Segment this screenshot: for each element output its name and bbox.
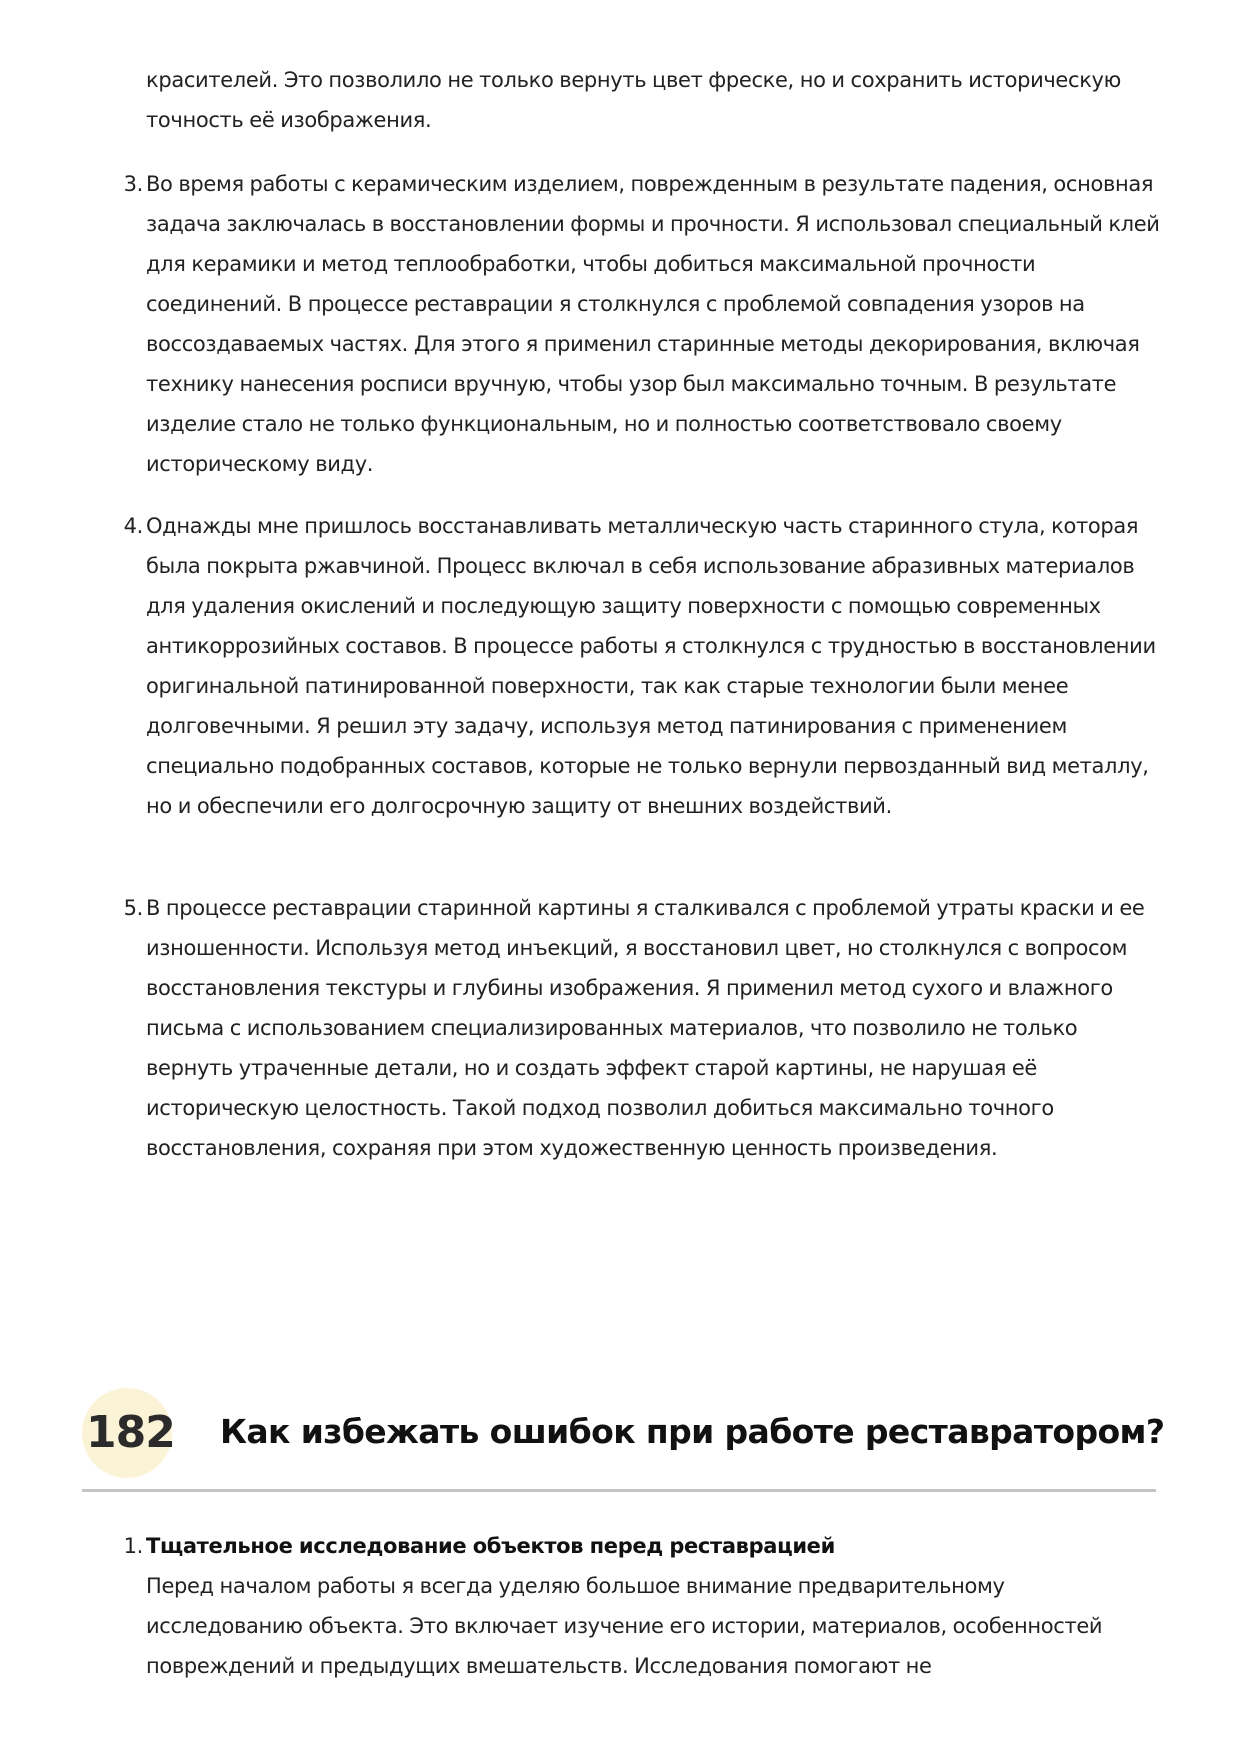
- header-divider: [82, 1489, 1156, 1492]
- continuation-paragraph: [146, 60, 1161, 140]
- section-title: Как избежать ошибок при работе реставратором?: [220, 1412, 1165, 1451]
- section-header: [82, 1388, 1165, 1493]
- list-item: [123, 1526, 1161, 1686]
- section-number: 182: [86, 1407, 175, 1458]
- list-item-text: Перед началом работы я всегда уделяю большое внимание предварительному исследованию объекта. Это включает изучение его истории, материалов, особенностей повреждений и предыдущих вмешательств. Исследования помогают не: [146, 1574, 1103, 1678]
- continuation-text: красителей. Это позволило не только вернуть цвет фреске, но и сохранить историческую точность её изображения.: [146, 68, 1121, 132]
- list-item: [123, 164, 1161, 484]
- list-item-number: 5.: [123, 896, 143, 920]
- list-item-text: Во время работы с керамическим изделием, поврежденным в результате падения, основная задача заключалась в восстановлении формы и прочности. Я использовал специальный клей для керамики и метод теплообработки, чтобы добиться максимальной прочности соединений. В процессе реставрации я столкнулся с проблемой совпадения узоров на воссоздаваемых частях. Для этого я применил старинные методы декорирования, включая технику нанесения росписи вручную, чтобы узор был максимально точным. В результате изделие стало не только функциональным, но и полностью соответствовало своему историческому виду.: [146, 172, 1160, 476]
- list-item-number: 1.: [123, 1534, 143, 1558]
- list-item: [123, 506, 1161, 826]
- list-item-text: В процессе реставрации старинной картины я сталкивался с проблемой утраты краски и ее изношенности. Используя метод инъекций, я восстановил цвет, но столкнулся с вопросом восстановления текстуры и глубины изображения. Я применил метод сухого и влажного письма с использованием специализированных материалов, что позволило не только вернуть утраченные детали, но и создать эффект старой картины, не нарушая её историческую целостность. Такой подход позволил добиться максимально точного восстановления, сохраняя при этом художественную ценность произведения.: [146, 896, 1145, 1160]
- list-item-text: Однажды мне пришлось восстанавливать металлическую часть старинного стула, которая была покрыта ржавчиной. Процесс включал в себя использование абразивных материалов для удаления окислений и последующую защиту поверхности с помощью современных антикоррозийных составов. В процессе работы я столкнулся с трудностью в восстановлении оригинальной патинированной поверхности, так как старые технологии были менее долговечными. Я решил эту задачу, используя метод патинирования с применением специально подобранных составов, которые не только вернули первозданный вид металлу, но и обеспечили его долгосрочную защиту от внешних воздействий.: [146, 514, 1156, 818]
- list-item-title: Тщательное исследование объектов перед реставрацией: [146, 1534, 835, 1558]
- list-item-number: 3.: [123, 172, 143, 196]
- list-item-number: 4.: [123, 514, 143, 538]
- list-item: [123, 888, 1161, 1168]
